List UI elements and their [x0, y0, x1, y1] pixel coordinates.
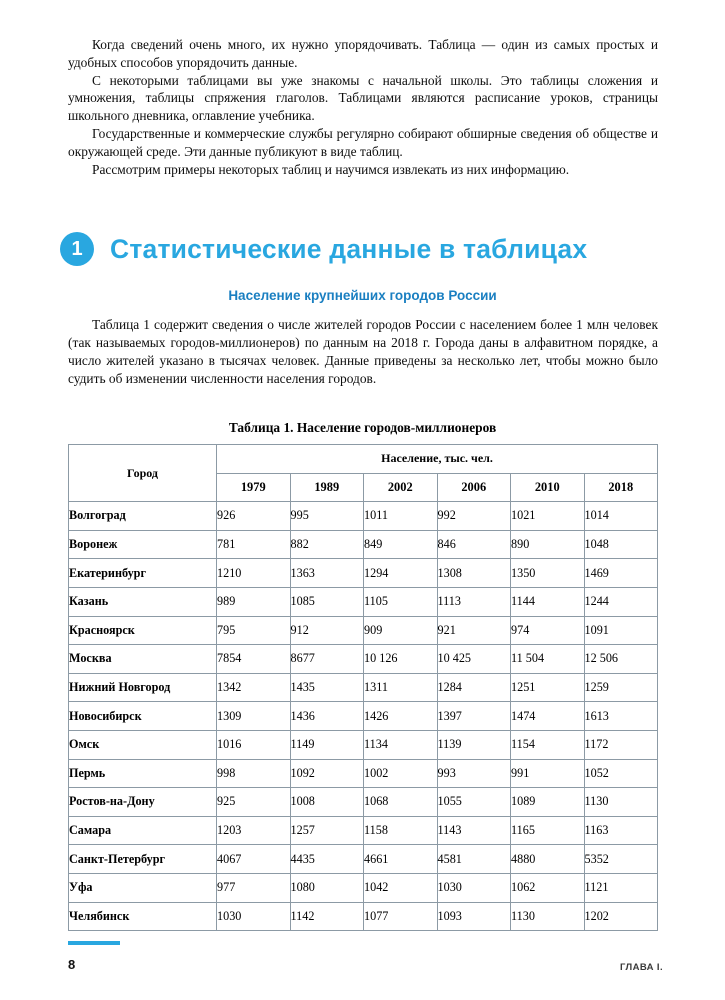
cell-value: 1203	[217, 816, 291, 845]
cell-city: Екатеринбург	[69, 559, 217, 588]
cell-city: Москва	[69, 645, 217, 674]
cell-value: 1158	[364, 816, 438, 845]
cell-value: 1251	[511, 673, 585, 702]
cell-value: 977	[217, 873, 291, 902]
cell-city: Нижний Новгород	[69, 673, 217, 702]
cell-value: 1142	[290, 902, 364, 931]
cell-value: 1259	[584, 673, 658, 702]
cell-value: 4661	[364, 845, 438, 874]
column-header-year: 2002	[364, 473, 438, 502]
cell-value: 4067	[217, 845, 291, 874]
cell-value: 1002	[364, 759, 438, 788]
intro-paragraph: Государственные и коммерческие службы регулярно собирают обширные сведения об обществе и окружающей среде. Эти данные публикуют в виде таблиц.	[68, 126, 658, 159]
cell-value: 7854	[217, 645, 291, 674]
cell-city: Уфа	[69, 873, 217, 902]
table-row	[69, 759, 658, 788]
cell-value: 846	[437, 530, 511, 559]
population-table	[68, 444, 658, 931]
table-row	[69, 730, 658, 759]
cell-value: 1077	[364, 902, 438, 931]
table-header-row-group	[69, 445, 658, 474]
table-row	[69, 702, 658, 731]
column-header-year: 2018	[584, 473, 658, 502]
cell-value: 795	[217, 616, 291, 645]
footer-rule	[68, 941, 120, 945]
cell-value: 1134	[364, 730, 438, 759]
table-header	[69, 445, 658, 502]
cell-value: 1093	[437, 902, 511, 931]
cell-city: Красноярск	[69, 616, 217, 645]
subsection-title: Население крупнейших городов России	[228, 288, 497, 303]
cell-city: Самара	[69, 816, 217, 845]
cell-value: 926	[217, 502, 291, 531]
cell-value: 1014	[584, 502, 658, 531]
page-number: 8	[68, 957, 76, 972]
cell-value: 1139	[437, 730, 511, 759]
population-table-wrapper	[68, 444, 658, 931]
cell-value: 1105	[364, 587, 438, 616]
cell-value: 882	[290, 530, 364, 559]
cell-value: 1244	[584, 587, 658, 616]
cell-value: 1091	[584, 616, 658, 645]
section-heading	[60, 227, 660, 271]
cell-value: 12 506	[584, 645, 658, 674]
column-group-header-population: Население, тыс. чел.	[217, 445, 658, 474]
body-text-block	[68, 316, 658, 388]
cell-city: Пермь	[69, 759, 217, 788]
cell-value: 1426	[364, 702, 438, 731]
table-row	[69, 816, 658, 845]
cell-value: 4435	[290, 845, 364, 874]
cell-value: 989	[217, 587, 291, 616]
table-caption: Таблица 1. Население городов-миллионеров	[228, 420, 497, 435]
table-row	[69, 873, 658, 902]
cell-city: Волгоград	[69, 502, 217, 531]
cell-city: Казань	[69, 587, 217, 616]
cell-value: 1469	[584, 559, 658, 588]
cell-value: 1311	[364, 673, 438, 702]
cell-value: 1092	[290, 759, 364, 788]
cell-value: 1144	[511, 587, 585, 616]
cell-value: 1165	[511, 816, 585, 845]
cell-value: 1130	[511, 902, 585, 931]
cell-value: 849	[364, 530, 438, 559]
chapter-label: ГЛАВА I.	[619, 962, 663, 973]
cell-value: 8677	[290, 645, 364, 674]
cell-value: 1121	[584, 873, 658, 902]
cell-value: 992	[437, 502, 511, 531]
cell-value: 1309	[217, 702, 291, 731]
cell-value: 10 126	[364, 645, 438, 674]
cell-value: 1154	[511, 730, 585, 759]
cell-value: 1055	[437, 788, 511, 817]
section-title: Статистические данные в таблицах	[110, 233, 588, 264]
cell-value: 1048	[584, 530, 658, 559]
cell-value: 5352	[584, 845, 658, 874]
table-row	[69, 788, 658, 817]
cell-value: 1435	[290, 673, 364, 702]
intro-paragraph: С некоторыми таблицами вы уже знакомы с начальной школы. Это таблицы сложения и умножения, таблицы спряжения глаголов. Таблицами являются расписание уроков, страницы школьного дневника, оглавление учебника.	[68, 72, 658, 124]
table-row	[69, 502, 658, 531]
cell-value: 1342	[217, 673, 291, 702]
cell-value: 974	[511, 616, 585, 645]
cell-value: 993	[437, 759, 511, 788]
table-row	[69, 673, 658, 702]
cell-value: 1436	[290, 702, 364, 731]
cell-value: 1294	[364, 559, 438, 588]
cell-value: 1210	[217, 559, 291, 588]
table-row	[69, 645, 658, 674]
cell-value: 1397	[437, 702, 511, 731]
cell-value: 909	[364, 616, 438, 645]
cell-value: 1085	[290, 587, 364, 616]
cell-city: Челябинск	[69, 902, 217, 931]
cell-value: 1172	[584, 730, 658, 759]
cell-city: Омск	[69, 730, 217, 759]
table-row	[69, 559, 658, 588]
cell-value: 1008	[290, 788, 364, 817]
cell-value: 1021	[511, 502, 585, 531]
body-paragraph: Таблица 1 содержит сведения о числе жителей городов России с населением более 1 млн человек (так называемых городов-миллионеров) по данным на 2018 г. Города даны в алфавитном порядке, а число жителей указано в тысячах человек. Данные приведены за несколько лет, чтобы можно было судить об изменении численности населения городов.	[68, 317, 658, 386]
cell-city: Воронеж	[69, 530, 217, 559]
cell-value: 1143	[437, 816, 511, 845]
intro-paragraph: Рассмотрим примеры некоторых таблиц и научимся извлекать из них информацию.	[92, 161, 570, 177]
cell-value: 1011	[364, 502, 438, 531]
cell-value: 1257	[290, 816, 364, 845]
cell-value: 1113	[437, 587, 511, 616]
cell-city: Санкт-Петербург	[69, 845, 217, 874]
column-header-year: 1979	[217, 473, 291, 502]
cell-value: 1030	[437, 873, 511, 902]
cell-value: 1308	[437, 559, 511, 588]
cell-value: 912	[290, 616, 364, 645]
section-number-badge: 1	[60, 232, 94, 266]
cell-value: 1016	[217, 730, 291, 759]
cell-value: 1284	[437, 673, 511, 702]
cell-value: 1089	[511, 788, 585, 817]
table-row	[69, 530, 658, 559]
column-header-year: 2010	[511, 473, 585, 502]
cell-value: 11 504	[511, 645, 585, 674]
cell-value: 1613	[584, 702, 658, 731]
cell-value: 998	[217, 759, 291, 788]
cell-value: 1068	[364, 788, 438, 817]
cell-value: 1363	[290, 559, 364, 588]
cell-value: 925	[217, 788, 291, 817]
column-header-city: Город	[69, 445, 217, 502]
cell-value: 1202	[584, 902, 658, 931]
cell-value: 1163	[584, 816, 658, 845]
column-header-year: 2006	[437, 473, 511, 502]
table-row	[69, 845, 658, 874]
cell-value: 995	[290, 502, 364, 531]
cell-value: 1474	[511, 702, 585, 731]
table-row	[69, 902, 658, 931]
table-body	[69, 502, 658, 931]
cell-city: Ростов-на-Дону	[69, 788, 217, 817]
cell-value: 1149	[290, 730, 364, 759]
cell-value: 991	[511, 759, 585, 788]
cell-value: 10 425	[437, 645, 511, 674]
cell-value: 1350	[511, 559, 585, 588]
intro-text-block	[68, 36, 658, 179]
table-row	[69, 616, 658, 645]
cell-value: 1080	[290, 873, 364, 902]
cell-value: 1130	[584, 788, 658, 817]
cell-value: 781	[217, 530, 291, 559]
cell-value: 1030	[217, 902, 291, 931]
cell-value: 1052	[584, 759, 658, 788]
column-header-year: 1989	[290, 473, 364, 502]
cell-city: Новосибирск	[69, 702, 217, 731]
cell-value: 921	[437, 616, 511, 645]
intro-paragraph: Когда сведений очень много, их нужно упорядочивать. Таблица — один из самых простых и удобных способов упорядочить данные.	[68, 37, 658, 70]
cell-value: 4880	[511, 845, 585, 874]
table-row	[69, 587, 658, 616]
cell-value: 1042	[364, 873, 438, 902]
cell-value: 4581	[437, 845, 511, 874]
cell-value: 890	[511, 530, 585, 559]
cell-value: 1062	[511, 873, 585, 902]
